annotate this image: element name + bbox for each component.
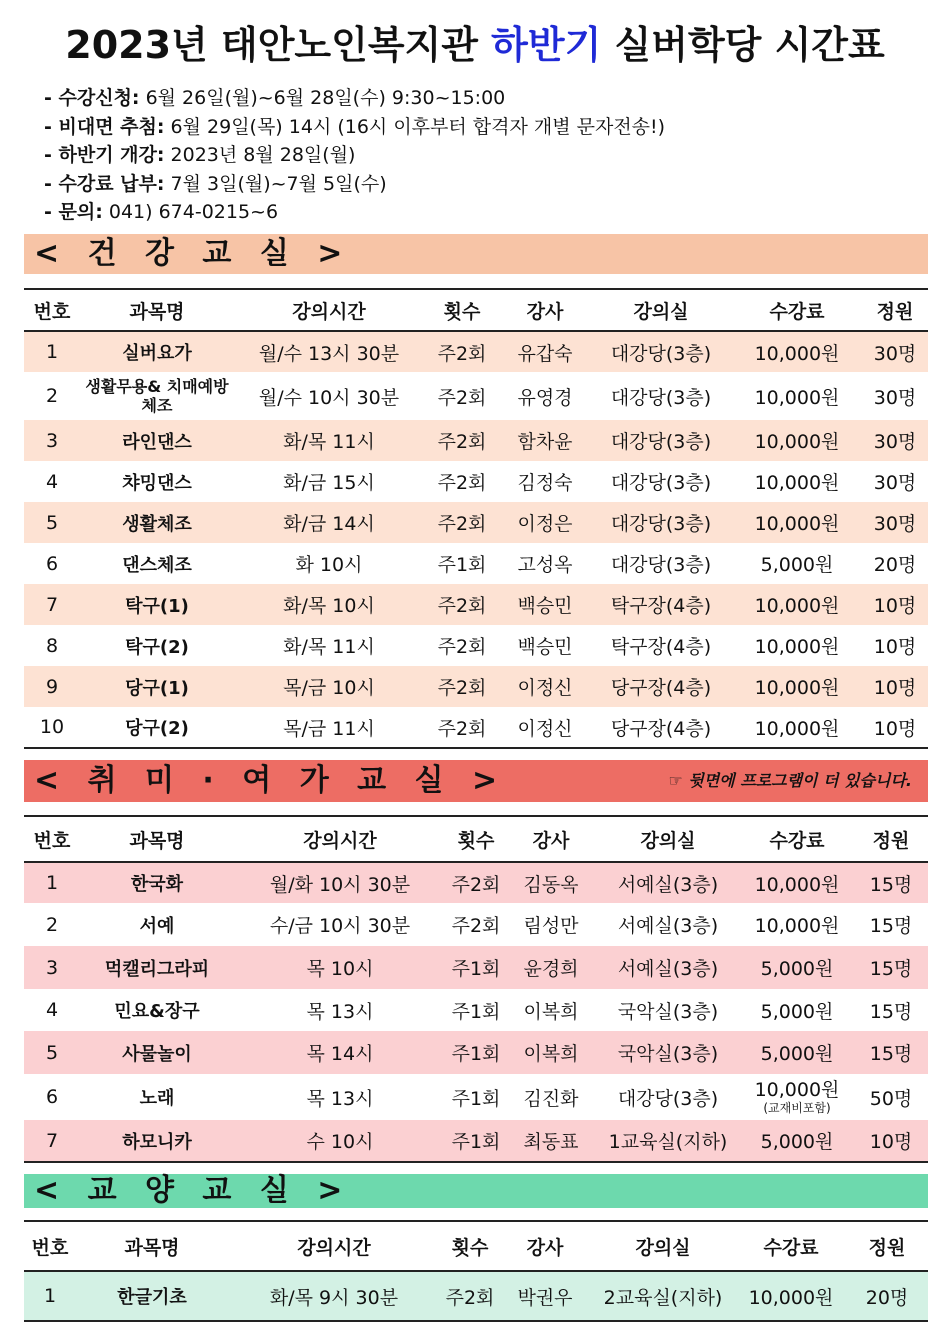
- col-teacher: 김진화: [523, 1087, 579, 1110]
- table-row: [24, 946, 928, 989]
- notice-label: - 수강료 납부:: [44, 172, 165, 195]
- col-capacity: 30명: [873, 431, 917, 453]
- col-time: 목/금 11시: [283, 717, 375, 740]
- header-col-no: 번호: [33, 829, 71, 852]
- notice-registration: [44, 84, 665, 113]
- notice-opening: [44, 141, 665, 170]
- schedule-table: [24, 1220, 928, 1322]
- col-capacity: 20명: [865, 1286, 909, 1309]
- col-freq: 주2회: [437, 717, 487, 740]
- col-subject: 생활체조: [122, 513, 192, 535]
- col-subject: 당구(1): [125, 677, 189, 699]
- section-note: ☞ 뒷면에 프로그램이 더 있습니다.: [668, 771, 912, 790]
- col-freq: 주1회: [451, 1000, 501, 1023]
- section-title: < 교 양 교 실 >: [34, 1173, 352, 1208]
- col-capacity: 15명: [869, 1000, 913, 1023]
- col-teacher: 이정신: [517, 717, 573, 740]
- col-room: 국악실(3층): [617, 1000, 719, 1023]
- section-banner: [24, 234, 928, 274]
- table-row: [24, 543, 928, 584]
- col-time: 수 10시: [306, 1131, 374, 1153]
- col-subject: 한글기초: [117, 1287, 187, 1308]
- col-fee: 5,000원: [760, 1131, 834, 1153]
- header-col-no: 번호: [31, 1236, 69, 1259]
- col-teacher: 백승민: [517, 595, 573, 617]
- col-time: 화/금 15시: [283, 472, 375, 494]
- col-room: 1교육실(지하): [608, 1131, 728, 1153]
- col-subject: 사물놀이: [122, 1043, 192, 1065]
- col-capacity: 10명: [869, 1131, 913, 1153]
- col-fee: 10,000원: [754, 717, 840, 740]
- col-freq: 주2회: [437, 472, 487, 494]
- col-capacity: 15명: [869, 915, 913, 937]
- header-col-fee: 수강료: [769, 829, 825, 852]
- col-teacher: 김정숙: [517, 472, 573, 494]
- col-subject: 생활무용& 치매예방체조: [85, 377, 229, 415]
- col-no: 6: [45, 1086, 59, 1108]
- col-no: 2: [45, 913, 59, 936]
- header-col-fee: 수강료: [769, 300, 825, 323]
- col-room: 탁구장(4층): [610, 636, 712, 658]
- table-row: [24, 372, 928, 420]
- table-row: [24, 707, 928, 748]
- col-capacity: 50명: [869, 1087, 913, 1110]
- header-col-subject: 과목명: [129, 829, 185, 852]
- col-fee: 5,000원: [760, 958, 834, 980]
- notice-label: - 수강신청:: [44, 87, 140, 109]
- col-time: 목 13시: [306, 1000, 374, 1023]
- col-teacher: 함차윤: [517, 431, 573, 453]
- col-fee: 10,000원: [748, 1286, 834, 1309]
- table-row: [24, 420, 928, 461]
- fee-amount: 10,000원: [754, 1079, 840, 1101]
- col-time: 화/목 11시: [283, 431, 375, 453]
- col-room: 서예실(3층): [617, 958, 719, 980]
- col-fee: 10,000원: [754, 513, 840, 535]
- col-room: 서예실(3층): [617, 915, 719, 937]
- col-freq: 주1회: [437, 554, 487, 576]
- notice-list: [44, 84, 665, 227]
- col-fee: 10,000원: [754, 873, 840, 896]
- col-subject: 당구(2): [125, 718, 189, 739]
- col-teacher: 유영경: [517, 386, 573, 409]
- notice-label: - 비대면 추첨:: [44, 115, 165, 138]
- col-capacity: 30명: [873, 513, 917, 535]
- col-teacher: 백승민: [517, 636, 573, 658]
- col-time: 화/목 9시 30분: [269, 1286, 399, 1309]
- col-no: 1: [43, 1285, 57, 1307]
- table-row: [24, 625, 928, 666]
- col-no: 8: [45, 634, 59, 657]
- table-header-row: [24, 1221, 928, 1271]
- col-freq: 주2회: [437, 677, 487, 699]
- header-col-teacher: 강사: [526, 1236, 564, 1259]
- col-room: 국악실(3층): [617, 1043, 719, 1065]
- col-no: 7: [45, 1129, 59, 1152]
- col-no: 3: [45, 429, 59, 452]
- schedule-table: [24, 288, 928, 749]
- col-freq: 주2회: [437, 431, 487, 453]
- col-freq: 주2회: [451, 873, 501, 896]
- col-room: 대강당(3층): [610, 554, 712, 576]
- title-part1: 2023년 태안노인복지관: [65, 23, 478, 67]
- header-col-capacity: 정원: [872, 829, 910, 852]
- notice-value: 6월 29일(목) 14시 (16시 이후부터 합격자 개별 문자전송!): [170, 115, 666, 138]
- col-capacity: 20명: [873, 554, 917, 576]
- col-teacher: 유갑숙: [517, 342, 573, 365]
- notice-contact: [44, 198, 665, 227]
- col-capacity: 30명: [873, 342, 917, 365]
- header-col-time: 강의시간: [303, 829, 377, 852]
- header-col-teacher: 강사: [532, 829, 570, 852]
- table-row: [24, 862, 928, 903]
- col-capacity: 10명: [873, 677, 917, 699]
- table-row: [24, 461, 928, 502]
- table-row: [24, 989, 928, 1031]
- col-room: 대강당(3층): [610, 342, 712, 365]
- col-no: 6: [45, 552, 59, 575]
- col-teacher: 이정신: [517, 677, 573, 699]
- table-row: [24, 331, 928, 372]
- header-col-fee: 수강료: [763, 1236, 819, 1259]
- col-teacher: 림성만: [523, 915, 579, 937]
- title-part2: 실버학당 시간표: [614, 23, 885, 67]
- col-subject: 댄스체조: [122, 554, 192, 576]
- notice-value: 041) 674-0215~6: [108, 201, 279, 223]
- col-room: 2교육실(지하): [603, 1286, 723, 1309]
- col-fee: [740, 1074, 854, 1120]
- col-teacher: 최동표: [523, 1131, 579, 1153]
- col-time: 수/금 10시 30분: [269, 915, 411, 937]
- col-subject: 민요&장구: [114, 1001, 200, 1022]
- col-subject: 먹캘리그라피: [104, 958, 210, 980]
- col-room: 탁구장(4층): [610, 595, 712, 617]
- table-row: [24, 1120, 928, 1162]
- section-banner: [24, 1174, 928, 1208]
- notice-lottery: [44, 113, 665, 142]
- col-fee: 10,000원: [754, 636, 840, 658]
- notice-label: - 하반기 개강:: [44, 144, 165, 166]
- schedule-table: [24, 815, 928, 1163]
- table-row: [24, 502, 928, 543]
- header-col-subject: 과목명: [129, 300, 185, 323]
- title-highlight: 하반기: [491, 23, 602, 67]
- table-row: [24, 1271, 928, 1321]
- col-time: 목 10시: [306, 958, 374, 980]
- col-no: 1: [45, 341, 59, 363]
- page-title: [0, 14, 950, 69]
- header-col-no: 번호: [33, 300, 71, 323]
- col-no: 5: [45, 1041, 59, 1064]
- col-fee: 10,000원: [754, 386, 840, 409]
- col-room: 대강당(3층): [617, 1087, 719, 1110]
- col-no: 3: [45, 956, 59, 979]
- col-fee: 5,000원: [760, 554, 834, 576]
- col-no: 5: [45, 511, 59, 534]
- col-fee: 10,000원: [754, 595, 840, 617]
- col-no: 1: [45, 872, 59, 894]
- col-time: 월/수 10시 30분: [258, 386, 400, 409]
- notice-payment: [44, 170, 665, 199]
- header-col-capacity: 정원: [876, 300, 914, 323]
- header-col-freq: 횟수: [443, 300, 481, 323]
- notice-value: 6월 26일(월)~6월 28일(수) 9:30~15:00: [145, 87, 506, 109]
- col-time: 목 13시: [306, 1087, 374, 1110]
- col-subject: 실버요가: [122, 343, 192, 364]
- col-capacity: 15명: [869, 873, 913, 896]
- col-freq: 주2회: [437, 595, 487, 617]
- col-subject: 탁구(1): [125, 595, 189, 617]
- section-title: < 건 강 교 실 >: [34, 236, 352, 271]
- col-teacher: 이정은: [517, 513, 573, 535]
- col-room: 당구장(4층): [610, 717, 712, 740]
- col-no: 10: [39, 716, 65, 738]
- table-row: [24, 903, 928, 946]
- col-capacity: 10명: [873, 595, 917, 617]
- col-freq: 주2회: [437, 386, 487, 409]
- col-time: 화/목 10시: [283, 595, 375, 617]
- col-teacher: 박권우: [517, 1286, 573, 1309]
- col-teacher: 윤경희: [523, 958, 579, 980]
- header-col-teacher: 강사: [526, 300, 564, 323]
- notice-value: 7월 3일(월)~7월 5일(수): [170, 172, 387, 195]
- header-col-freq: 횟수: [451, 1236, 489, 1259]
- col-fee: 10,000원: [754, 431, 840, 453]
- col-time: 목/금 10시: [283, 677, 375, 699]
- col-room: 당구장(4층): [610, 677, 712, 699]
- table-header-row: [24, 816, 928, 862]
- col-time: 화 10시: [295, 554, 363, 576]
- table-row: [24, 1031, 928, 1074]
- header-col-room: 강의실: [635, 1236, 691, 1259]
- col-room: 대강당(3층): [610, 431, 712, 453]
- col-no: 4: [45, 470, 59, 493]
- col-teacher: 이복희: [523, 1043, 579, 1065]
- col-fee: 10,000원: [754, 915, 840, 937]
- section-title: < 취 미 · 여 가 교 실 >: [34, 763, 507, 798]
- col-no: 2: [45, 385, 59, 407]
- header-col-time: 강의시간: [292, 300, 366, 323]
- col-freq: 주1회: [451, 1087, 501, 1110]
- col-subject: 노래: [139, 1088, 175, 1109]
- notice-label: - 문의:: [44, 201, 103, 223]
- header-col-capacity: 정원: [868, 1236, 906, 1259]
- table-header-row: [24, 289, 928, 331]
- col-time: 월/수 13시 30분: [258, 342, 400, 365]
- col-teacher: 이복희: [523, 1000, 579, 1023]
- col-capacity: 10명: [873, 636, 917, 658]
- col-no: 7: [45, 593, 59, 616]
- col-subject: 하모니카: [122, 1131, 192, 1153]
- table-row: [24, 666, 928, 707]
- col-room: 서예실(3층): [617, 873, 719, 896]
- col-freq: 주2회: [451, 915, 501, 937]
- header-col-freq: 횟수: [457, 829, 495, 852]
- col-subject: 한국화: [130, 874, 184, 895]
- header-col-room: 강의실: [633, 300, 689, 323]
- col-time: 화/목 11시: [283, 636, 375, 658]
- notice-value: 2023년 8월 28일(월): [170, 144, 356, 166]
- col-freq: 주2회: [445, 1286, 495, 1309]
- col-teacher: 김동옥: [523, 873, 579, 896]
- col-fee: 10,000원: [754, 342, 840, 365]
- col-subject: 서예: [139, 915, 175, 937]
- col-freq: 주1회: [451, 1131, 501, 1153]
- table-row: [24, 584, 928, 625]
- col-freq: 주2회: [437, 342, 487, 365]
- col-capacity: 15명: [869, 958, 913, 980]
- col-capacity: 15명: [869, 1043, 913, 1065]
- section-banner: [24, 760, 928, 802]
- col-room: 대강당(3층): [610, 386, 712, 409]
- col-capacity: 10명: [873, 717, 917, 740]
- col-subject: 라인댄스: [122, 431, 192, 453]
- fee-note: (교재비포함): [763, 1101, 831, 1115]
- col-fee: 10,000원: [754, 472, 840, 494]
- header-col-time: 강의시간: [297, 1236, 371, 1259]
- col-fee: 5,000원: [760, 1043, 834, 1065]
- col-freq: 주2회: [437, 513, 487, 535]
- col-capacity: 30명: [873, 386, 917, 409]
- header-col-room: 강의실: [640, 829, 696, 852]
- col-fee: 10,000원: [754, 677, 840, 699]
- header-col-subject: 과목명: [124, 1236, 180, 1259]
- col-subject: 탁구(2): [125, 636, 189, 658]
- col-no: 9: [45, 675, 59, 698]
- col-time: 화/금 14시: [283, 513, 375, 535]
- col-capacity: 30명: [873, 472, 917, 494]
- col-freq: 주1회: [451, 1043, 501, 1065]
- col-subject: 챠밍댄스: [122, 472, 192, 494]
- col-time: 목 14시: [306, 1043, 374, 1065]
- table-row: [24, 1074, 928, 1120]
- col-no: 4: [45, 999, 59, 1021]
- col-freq: 주2회: [437, 636, 487, 658]
- col-room: 대강당(3층): [610, 472, 712, 494]
- col-teacher: 고성옥: [517, 554, 573, 576]
- col-time: 월/화 10시 30분: [269, 873, 411, 896]
- col-room: 대강당(3층): [610, 513, 712, 535]
- col-fee: 5,000원: [760, 1000, 834, 1023]
- col-freq: 주1회: [451, 958, 501, 980]
